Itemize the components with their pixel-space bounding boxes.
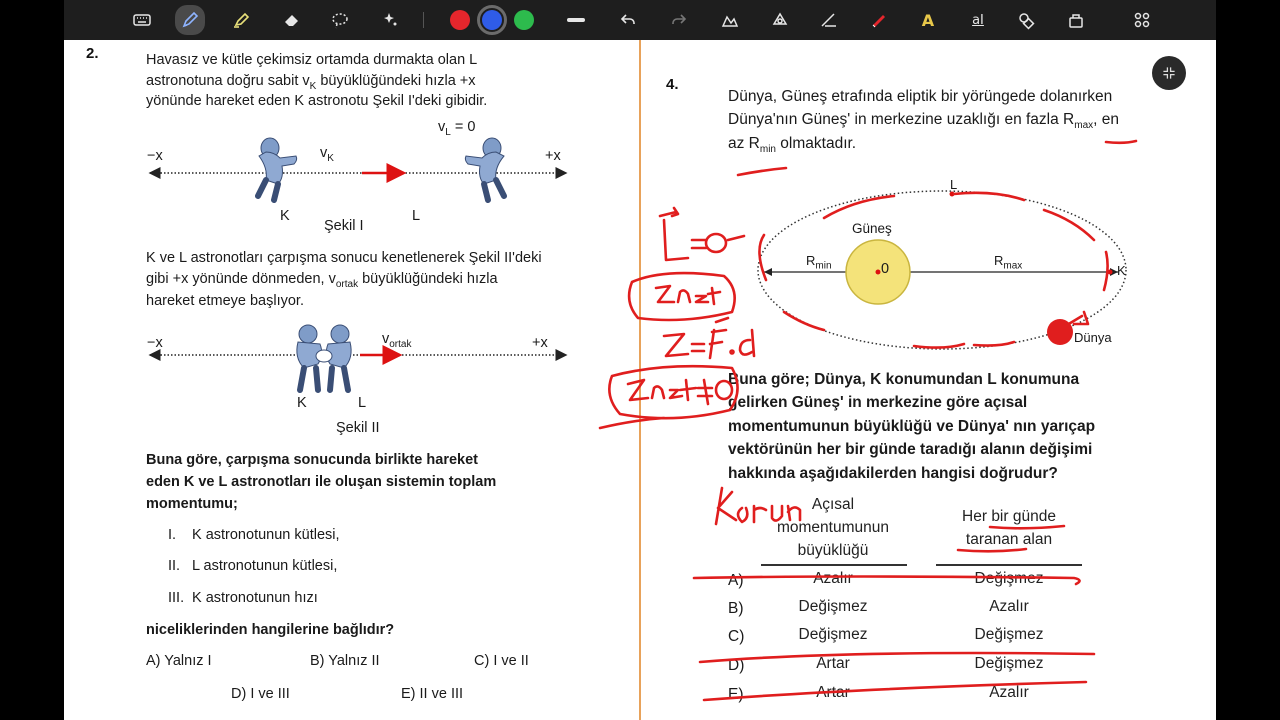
q2-item-2-num: II. bbox=[168, 558, 181, 574]
q2-option-d[interactable]: D) I ve III bbox=[231, 686, 290, 702]
q4-row-c-c1: Değişmez bbox=[798, 626, 868, 643]
question-2-number: 2. bbox=[86, 45, 99, 62]
fig2-pos-x-label: +x bbox=[532, 335, 548, 351]
rmin-label: $R_{min}$ bbox=[806, 253, 832, 272]
q2-intro-line-2: astronotuna doğru sabit $v_K$ büyüklüğündeki hızla +x bbox=[146, 73, 476, 92]
q2-option-a[interactable]: A) Yalnız I bbox=[146, 653, 212, 669]
q4-row-a-c2: Değişmez bbox=[974, 570, 1044, 587]
q2-middle-line-1: K ve L astronotları çarpışma sonucu kenetlenerek Şekil II'deki bbox=[146, 250, 542, 266]
k-label: K bbox=[1117, 263, 1126, 278]
sun-center-label: 0 bbox=[881, 261, 890, 277]
shapes-icon[interactable] bbox=[1014, 8, 1038, 32]
question-4-number: 4. bbox=[666, 76, 679, 93]
sun-center bbox=[876, 270, 881, 275]
q4-intro-line-2: Dünya'nın Güneş' in merkezine uzaklığı en fazla $R_{max}$, en bbox=[728, 111, 1120, 132]
q2-question-line-3: momentumu; bbox=[146, 496, 238, 512]
q4-row-d-c1: Artar bbox=[816, 655, 850, 672]
text-highlight-icon[interactable]: A bbox=[921, 10, 935, 30]
fig2-caption: Şekil II bbox=[336, 420, 380, 436]
eraser-icon[interactable] bbox=[280, 8, 304, 32]
q4-row-b-opt: B) bbox=[728, 600, 744, 617]
q2-option-b[interactable]: B) Yalnız II bbox=[310, 653, 380, 669]
fig2-l-label: L bbox=[358, 395, 367, 411]
q4-row-a-c1: Azalır bbox=[813, 570, 853, 587]
ink-z-fd bbox=[664, 334, 688, 356]
fig1-vk-label: $v_K$ bbox=[320, 145, 334, 164]
q4-row-b-c2: Azalır bbox=[989, 598, 1029, 615]
keyboard-icon[interactable] bbox=[130, 8, 154, 32]
q4-question-line-2: gelirken Güneş' in merkezine göre açısal bbox=[728, 394, 1028, 411]
q4-row-e-opt: E) bbox=[728, 686, 744, 703]
fig2-vortak-label: $v_{ortak}$ bbox=[382, 331, 412, 350]
col1-header-line-3: büyüklüğü bbox=[797, 542, 869, 559]
col1-header-line-1: Açısal bbox=[811, 496, 855, 513]
q2-item-3-text: K astronotunun hızı bbox=[192, 590, 318, 606]
q4-row-e-c1: Artar bbox=[816, 684, 850, 701]
q4-intro-line-3: az $R_{min}$ olmaktadır. bbox=[728, 135, 857, 156]
col1-header-line-2: momentumunun bbox=[776, 519, 889, 536]
highlighter-icon[interactable] bbox=[229, 8, 253, 32]
q4-question-line-3: momentumunun büyüklüğü ve Dünya' nın yarıçap bbox=[728, 418, 1096, 435]
earth-label: Dünya bbox=[1074, 330, 1112, 345]
q4-question-line-1: Buna göre; Dünya, K konumundan L konumuna bbox=[728, 371, 1080, 388]
sun-label: Güneş bbox=[852, 221, 892, 236]
q4-row-b-c1: Değişmez bbox=[798, 598, 868, 615]
shape-icon[interactable] bbox=[718, 8, 742, 32]
fig1-l-label: L bbox=[412, 208, 421, 224]
red-color-swatch[interactable] bbox=[450, 10, 470, 30]
q2-item-1-num: I. bbox=[168, 527, 177, 543]
ink-box-1 bbox=[629, 273, 735, 320]
stroke-width-icon[interactable] bbox=[564, 8, 588, 32]
col2-header-line-1: Her bir günde bbox=[962, 508, 1056, 525]
q2-item-1-text: K astronotunun kütlesi, bbox=[192, 527, 340, 543]
pen-icon[interactable] bbox=[175, 5, 205, 35]
q2-middle-line-2: gibi +x yönünde dönmeden, $v_{ortak}$ büyüklüğündeki hızla bbox=[146, 271, 498, 290]
ink-korunur bbox=[716, 488, 736, 524]
fig1-pos-x-label: +x bbox=[545, 148, 561, 164]
magic-icon[interactable] bbox=[378, 8, 402, 32]
astronaut-k bbox=[258, 138, 297, 200]
q4-intro-line-1: Dünya, Güneş etrafında eliptik bir yörüngede dolanırken bbox=[728, 88, 1113, 105]
q2-option-e[interactable]: E) II ve III bbox=[401, 686, 464, 702]
col1-header-rule bbox=[761, 564, 907, 566]
green-color-swatch[interactable] bbox=[514, 10, 534, 30]
fig2-neg-x-label: −x bbox=[147, 335, 163, 351]
q2-question-line-1: Buna göre, çarpışma sonucunda birlikte hareket bbox=[146, 452, 478, 468]
ink-underline-bir-gunde bbox=[990, 526, 1064, 528]
lock-icon[interactable] bbox=[1064, 8, 1088, 32]
annotation-toolbar bbox=[64, 0, 1216, 40]
fig1-neg-x-label: −x bbox=[147, 148, 163, 164]
ink-underline-rmin bbox=[738, 168, 786, 175]
q4-row-c-opt: C) bbox=[728, 628, 745, 645]
q2-question-line-2: eden K ve L astronotları ile oluşan sistemin toplam bbox=[146, 474, 497, 490]
q4-row-d-c2: Değişmez bbox=[974, 655, 1044, 672]
col2-header-rule bbox=[936, 564, 1082, 566]
collapse-fullscreen-button[interactable] bbox=[1152, 56, 1186, 90]
q4-row-d-opt: D) bbox=[728, 657, 745, 674]
ink-underline-rmax bbox=[1106, 141, 1136, 143]
l-label: L bbox=[950, 177, 958, 192]
mark-icon[interactable] bbox=[867, 8, 891, 32]
rmax-label: $R_{max}$ bbox=[994, 253, 1023, 272]
document-page bbox=[64, 40, 1216, 720]
col2-header-line-2: taranan alan bbox=[965, 531, 1053, 548]
text-box-icon[interactable]: aI bbox=[972, 12, 984, 28]
column-divider bbox=[639, 40, 641, 720]
figure-1-astronauts bbox=[142, 118, 582, 230]
fig1-caption: Şekil I bbox=[324, 218, 364, 234]
q2-item-2-text: L astronotunun kütlesi, bbox=[192, 558, 338, 574]
astronauts-combined bbox=[297, 325, 351, 390]
q4-row-a-opt: A) bbox=[728, 572, 744, 589]
redo-icon[interactable] bbox=[667, 8, 691, 32]
ruler-icon[interactable] bbox=[817, 8, 841, 32]
q2-intro-line-1: Havasız ve kütle çekimsiz ortamda durmakta olan L bbox=[146, 52, 478, 68]
lasso-icon[interactable] bbox=[328, 8, 352, 32]
ink-box-2 bbox=[609, 366, 737, 418]
blue-color-swatch[interactable] bbox=[482, 10, 502, 30]
q2-tail: niceliklerinden hangilerine bağlıdır? bbox=[146, 622, 395, 638]
q4-row-e-c2: Azalır bbox=[989, 684, 1029, 701]
q4-row-c-c2: Değişmez bbox=[974, 626, 1044, 643]
fill-icon[interactable] bbox=[768, 8, 792, 32]
point-k bbox=[1108, 270, 1113, 275]
ink-l-letter bbox=[664, 220, 688, 260]
q2-option-c[interactable]: C) I ve II bbox=[474, 653, 529, 669]
q4-question-line-4: vektörünün her bir günde taradığı alanın değişimi bbox=[728, 441, 1093, 458]
fig1-vl-label: $v_L = 0$ bbox=[438, 119, 476, 138]
q4-question-line-5: hakkında aşağıdakilerden hangisi doğrudur? bbox=[728, 465, 1058, 482]
undo-icon[interactable] bbox=[616, 8, 640, 32]
fig2-k-label: K bbox=[297, 395, 307, 411]
q2-intro-line-3: yönünde hareket eden K astronotu Şekil I'deki gibidir. bbox=[146, 93, 488, 109]
astronaut-l bbox=[465, 138, 504, 200]
fig1-k-label: K bbox=[280, 208, 290, 224]
q2-middle-line-3: hareket etmeye başlıyor. bbox=[146, 293, 304, 309]
q2-item-3-num: III. bbox=[168, 590, 185, 606]
grid-icon[interactable] bbox=[1130, 8, 1154, 32]
